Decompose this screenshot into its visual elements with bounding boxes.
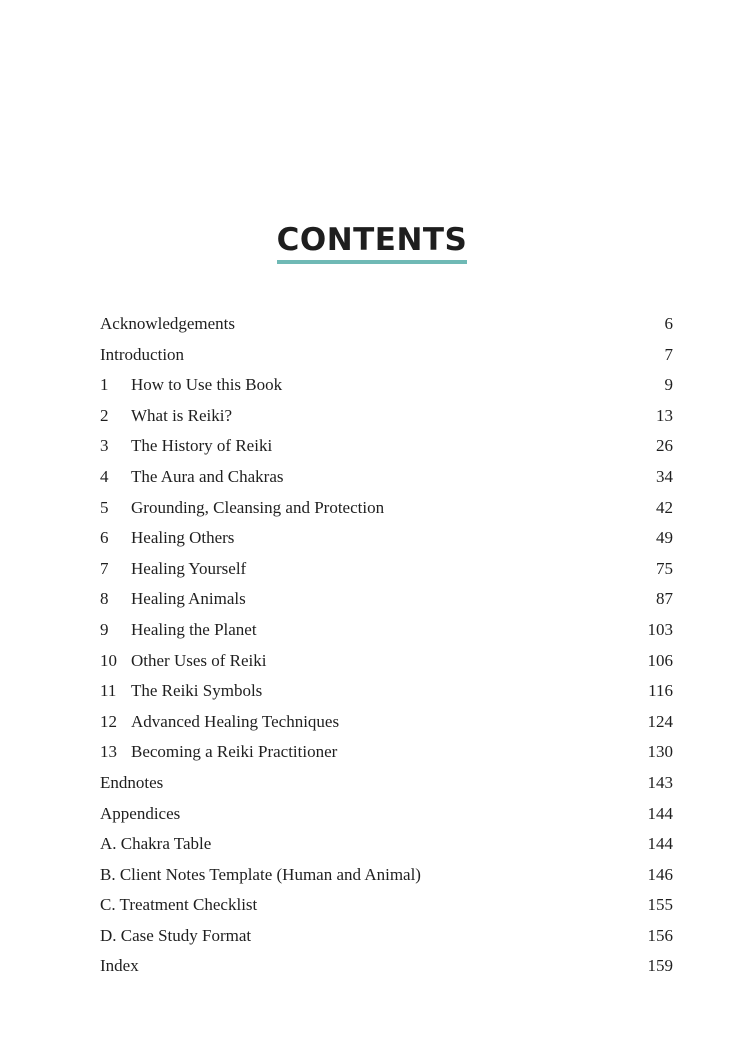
- toc-entry: [100, 829, 673, 860]
- toc-entry-title: Advanced Healing Techniques: [131, 711, 340, 731]
- toc-chapter-number: 5: [100, 497, 109, 517]
- toc-entry: [100, 646, 673, 677]
- toc-chapter-number: 7: [100, 558, 109, 578]
- toc-entry: [100, 493, 673, 524]
- toc-page-number: 159: [647, 956, 673, 976]
- toc-page-number: 26: [656, 436, 673, 456]
- toc-entry-title: Healing the Planet: [131, 619, 257, 639]
- toc-entry-title: Other Uses of Reiki: [131, 650, 267, 670]
- toc-page-number: 124: [647, 711, 673, 731]
- toc-page-number: 130: [647, 742, 673, 762]
- toc-entry: [100, 890, 673, 921]
- toc-page-number: 49: [656, 528, 673, 548]
- toc-entry-title: Healing Others: [131, 528, 235, 548]
- toc-entry-title: Index: [100, 956, 139, 976]
- toc-page-number: 34: [656, 466, 673, 486]
- toc-entry-title: A. Chakra Table: [100, 834, 212, 854]
- toc-entry: [100, 860, 673, 891]
- toc-entry: [100, 921, 673, 952]
- toc-entry-title: Grounding, Cleansing and Protection: [131, 497, 385, 517]
- toc-chapter-number: 13: [100, 742, 117, 762]
- toc-entry: [100, 676, 673, 707]
- toc-entry-title: Healing Animals: [131, 589, 246, 609]
- toc-page-number: 9: [664, 375, 673, 395]
- toc-chapter-number: 3: [100, 436, 109, 456]
- toc-chapter-number: 4: [100, 466, 109, 486]
- toc-page-number: 42: [656, 497, 673, 517]
- toc-entry: [100, 951, 673, 982]
- toc-chapter-number: 8: [100, 589, 109, 609]
- toc-page-number: 103: [647, 619, 673, 639]
- toc-page-number: 106: [647, 650, 673, 670]
- toc-entry: [100, 401, 673, 432]
- toc-entry-title: B. Client Notes Template (Human and Animal): [100, 864, 421, 884]
- toc-page-number: 143: [647, 772, 673, 792]
- toc-chapter-number: 1: [100, 375, 109, 395]
- toc-page-number: 156: [647, 925, 673, 945]
- toc-entry-title: The Aura and Chakras: [131, 466, 284, 486]
- toc-page-number: 13: [656, 405, 673, 425]
- toc-entry-title: What is Reiki?: [131, 405, 233, 425]
- toc-entry-title: The History of Reiki: [131, 436, 273, 456]
- toc-entry-title: Endnotes: [100, 772, 164, 792]
- toc-page-number: 144: [647, 803, 673, 823]
- toc-entry: [100, 462, 673, 493]
- toc-entry: [100, 707, 673, 738]
- toc-chapter-number: 10: [100, 650, 117, 670]
- toc-entry-title: C. Treatment Checklist: [100, 895, 258, 915]
- toc-entry: [100, 554, 673, 585]
- toc-entry-title: D. Case Study Format: [100, 925, 252, 945]
- toc-entry: [100, 737, 673, 768]
- table-of-contents: [100, 309, 673, 982]
- toc-entry-title: Introduction: [100, 344, 185, 364]
- toc-entry-title: The Reiki Symbols: [131, 681, 263, 701]
- toc-chapter-number: 6: [100, 528, 109, 548]
- toc-entry: [100, 309, 673, 340]
- toc-entry-title: Appendices: [100, 803, 181, 823]
- toc-page-number: 7: [664, 344, 673, 364]
- toc-entry: [100, 523, 673, 554]
- toc-page-number: 6: [664, 314, 673, 333]
- toc-entry: [100, 340, 673, 371]
- toc-entry: [100, 431, 673, 462]
- toc-entry: [100, 768, 673, 799]
- toc-page-number: 155: [647, 895, 673, 915]
- toc-chapter-number: 11: [100, 681, 117, 701]
- toc-entry: [100, 370, 673, 401]
- toc-page-number: 87: [656, 589, 673, 609]
- toc-entry-title: Becoming a Reiki Practitioner: [131, 742, 338, 762]
- toc-page-number: 75: [656, 558, 673, 578]
- title-block: [0, 222, 744, 264]
- toc-page-number: 144: [647, 834, 673, 854]
- toc-entry: [100, 799, 673, 830]
- toc-entry-title: How to Use this Book: [131, 375, 283, 395]
- toc-chapter-number: 2: [100, 405, 109, 425]
- toc-entry: [100, 584, 673, 615]
- toc-page-number: 116: [648, 681, 673, 701]
- toc-chapter-number: 9: [100, 619, 109, 639]
- page-title: CONTENTS: [277, 222, 468, 264]
- toc-entry: [100, 615, 673, 646]
- toc-entry-title: Healing Yourself: [131, 558, 247, 578]
- toc-chapter-number: 12: [100, 711, 117, 731]
- toc-page-number: 146: [647, 864, 673, 884]
- toc-entry-title: Acknowledgements: [100, 314, 236, 333]
